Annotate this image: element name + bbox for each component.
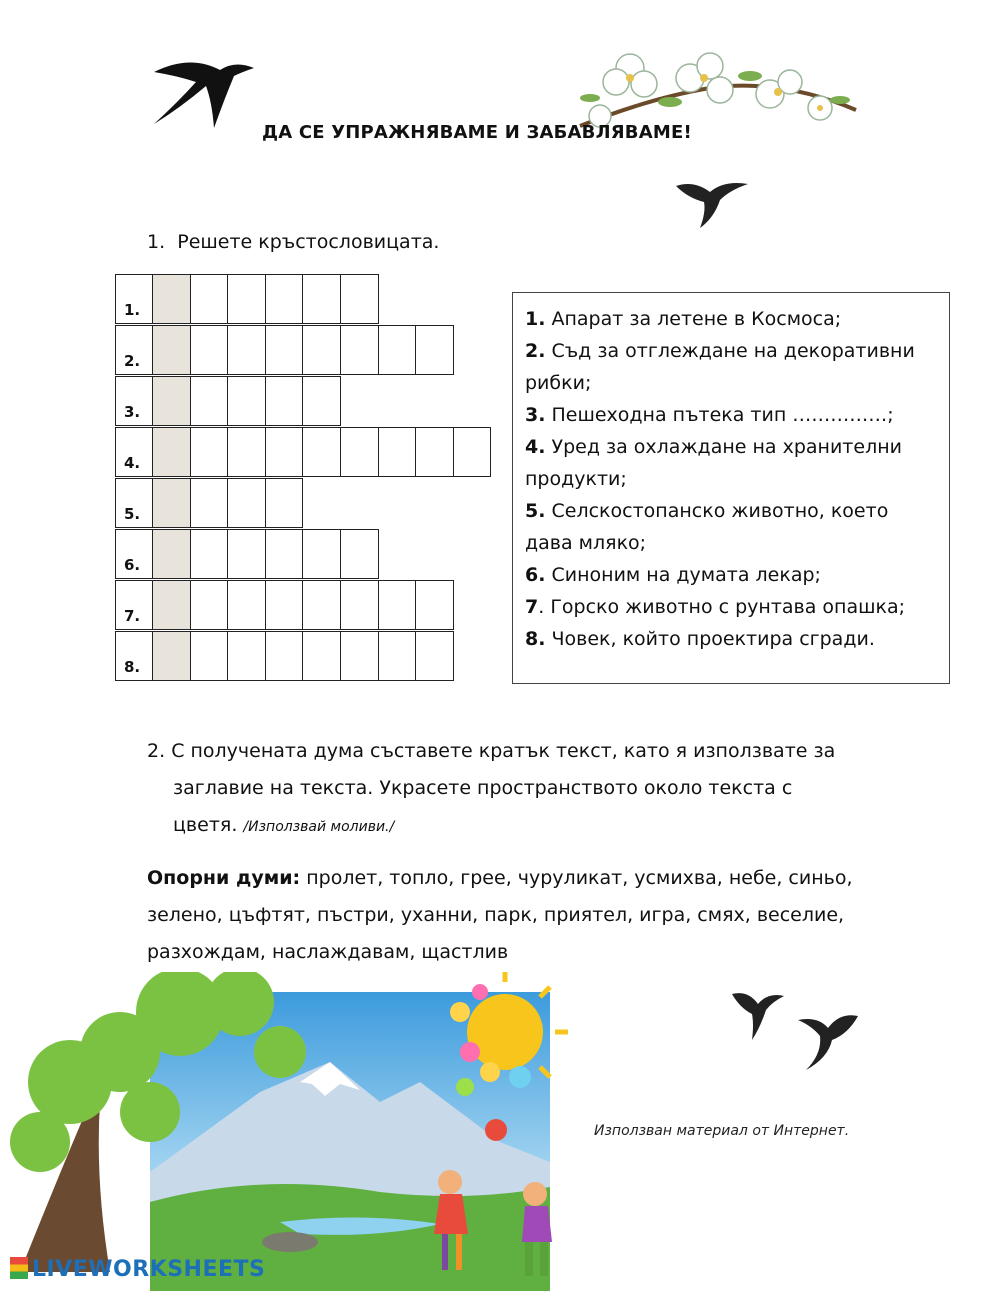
swallow-icon [150,52,262,132]
crossword-key-cell[interactable] [152,478,191,528]
clue-item: 7. Горско животно с рунтава опашка; [525,596,906,618]
crossword-row-label: 2. [124,352,141,370]
task-2-line-1: С получената дума съставете кратък текст, като я използвате за [171,740,836,762]
task-1 [147,224,439,261]
crossword-row-number [115,580,153,630]
crossword-cell[interactable] [378,580,417,630]
crossword-cell[interactable] [190,631,229,681]
crossword-grid [115,274,495,682]
crossword-row-label: 6. [124,556,141,574]
crossword-cell[interactable] [415,631,454,681]
crossword-cell[interactable] [190,376,229,426]
task-2-number: 2. [147,740,166,762]
clue-item: 6. Синоним на думата лекар; [525,564,821,586]
crossword-cell[interactable] [302,580,341,630]
crossword-cell[interactable] [265,529,304,579]
task-1-text: Решете кръстословицата. [177,231,440,253]
crossword-cell[interactable] [190,427,229,477]
crossword-cell[interactable] [378,325,417,375]
crossword-cell[interactable] [340,529,379,579]
crossword-row [115,529,379,579]
crossword-row-label: 7. [124,607,141,625]
crossword-cell[interactable] [227,427,266,477]
crossword-cell[interactable] [453,427,492,477]
crossword-cell[interactable] [227,580,266,630]
crossword-cell[interactable] [302,325,341,375]
task-2-line-3: цветя. [173,814,238,836]
crossword-cell[interactable] [265,631,304,681]
crossword-row [115,325,454,375]
logo-badge-icon [10,1257,28,1279]
clue-item: 1. Апарат за летене в Космоса; [525,308,842,330]
crossword-key-cell[interactable] [152,580,191,630]
crossword-row-label: 4. [124,454,141,472]
clue-item: 8. Човек, който проектира сгради. [525,628,875,650]
task-1-number: 1. [147,231,166,253]
crossword-cell[interactable] [415,427,454,477]
crossword-cell[interactable] [227,376,266,426]
crossword-cell[interactable] [190,529,229,579]
crossword-cell[interactable] [265,376,304,426]
crossword-row-number [115,427,153,477]
crossword-row [115,631,454,681]
crossword-cell[interactable] [227,274,266,324]
crossword-cell[interactable] [190,274,229,324]
swallow-icon [674,178,750,230]
crossword-cell[interactable] [302,427,341,477]
crossword-key-cell[interactable] [152,427,191,477]
task-2-hint: /Използвай моливи./ [243,819,395,835]
crossword-cell[interactable] [265,478,304,528]
crossword-cell[interactable] [265,427,304,477]
crossword-row-number [115,529,153,579]
crossword-cell[interactable] [190,478,229,528]
clue-item: 2. Съд за отглеждане на декоративни рибки; [525,340,915,394]
crossword-row-number [115,325,153,375]
crossword-cell[interactable] [340,580,379,630]
liveworksheets-logo[interactable] [10,1257,265,1282]
crossword-row-label: 3. [124,403,141,421]
crossword-key-cell[interactable] [152,274,191,324]
crossword-cell[interactable] [265,325,304,375]
crossword-cell[interactable] [415,580,454,630]
logo-text: LIVEWORKSHEETS [32,1257,266,1282]
crossword-key-cell[interactable] [152,529,191,579]
keywords-label: Опорни думи: [147,867,301,889]
crossword-cell[interactable] [227,631,266,681]
source-credit: Използван материал от Интернет. [594,1123,850,1139]
crossword-row-number [115,274,153,324]
crossword-cell[interactable] [415,325,454,375]
crossword-cell[interactable] [302,529,341,579]
crossword-cell[interactable] [378,427,417,477]
crossword-row-label: 8. [124,658,141,676]
crossword-row-number [115,631,153,681]
page-title: ДА СЕ УПРАЖНЯВАМЕ И ЗАБАВЛЯВАМЕ! [262,122,692,143]
crossword-cell[interactable] [302,631,341,681]
crossword-key-cell[interactable] [152,376,191,426]
crossword-cell[interactable] [340,631,379,681]
crossword-cell[interactable] [227,529,266,579]
crossword-cell[interactable] [190,325,229,375]
crossword-cell[interactable] [302,274,341,324]
task-2 [147,733,867,846]
clues-box [512,292,950,684]
clue-item: 4. Уред за охлаждане на хранителни продукти; [525,436,902,490]
crossword-cell[interactable] [340,427,379,477]
spring-landscape-illustration [0,972,600,1291]
crossword-cell[interactable] [340,274,379,324]
crossword-key-cell[interactable] [152,631,191,681]
clue-item: 5. Селскостопанско животно, което дава мляко; [525,500,889,554]
crossword-row [115,274,379,324]
clue-item: 3. Пешеходна пътека тип ……………; [525,404,894,426]
crossword-cell[interactable] [227,325,266,375]
keywords [147,860,907,971]
task-2-line-2: заглавие на текста. Украсете пространството около текста с [173,777,793,799]
crossword-row [115,580,454,630]
crossword-row-label: 5. [124,505,141,523]
crossword-row [115,478,303,528]
crossword-cell[interactable] [340,325,379,375]
crossword-cell[interactable] [265,580,304,630]
crossword-key-cell[interactable] [152,325,191,375]
crossword-row [115,427,491,477]
crossword-row [115,376,341,426]
crossword-cell[interactable] [265,274,304,324]
keywords-text: пролет, топло, грее, чуруликат, усмихва, небе, синьо, зелено, цъфтят, пъстри, уханни, парк, приятел, игра, смях, веселие, разхождам, наслаждавам, щастлив [147,867,853,963]
crossword-row-number [115,478,153,528]
swallow-icon [792,1010,860,1072]
crossword-row-label: 1. [124,301,141,319]
crossword-row-number [115,376,153,426]
crossword-cell[interactable] [190,580,229,630]
crossword-cell[interactable] [378,631,417,681]
crossword-cell[interactable] [302,376,341,426]
swallow-icon [730,988,786,1042]
crossword-cell[interactable] [227,478,266,528]
